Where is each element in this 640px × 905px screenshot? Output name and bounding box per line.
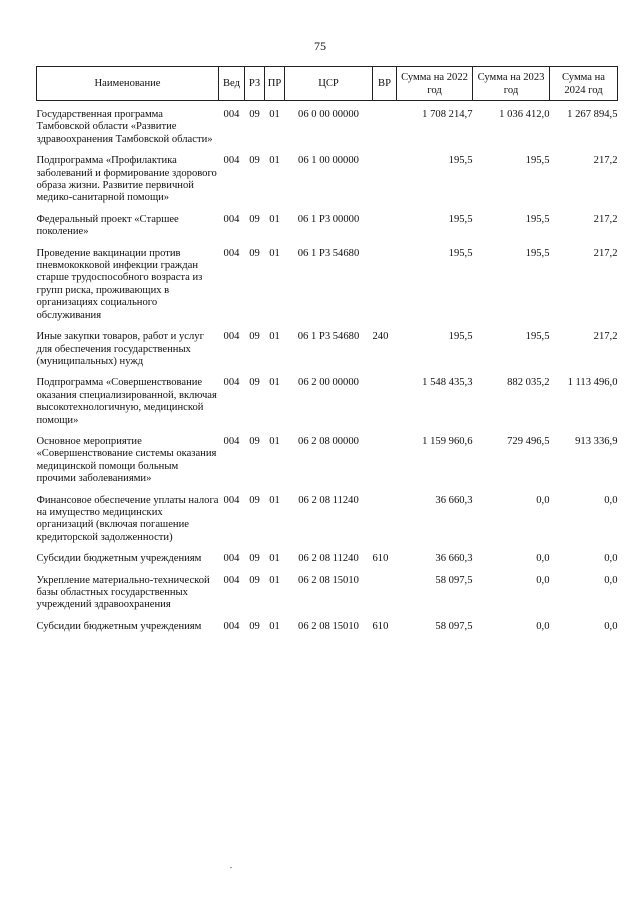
- table-row: [37, 377, 618, 436]
- row-csr: 06 1 P3 00000: [297, 213, 360, 225]
- row-sum-2024: 217,2: [593, 247, 618, 259]
- row-csr: 06 2 08 11240: [298, 494, 359, 506]
- table-header-row: [37, 67, 618, 101]
- table-row: [37, 495, 618, 554]
- row-sum-2023: 195,5: [525, 155, 550, 167]
- row-pr: 01: [269, 377, 280, 389]
- row-rz: 09: [249, 155, 260, 167]
- row-name: Субсидии бюджетным учреждениям: [36, 620, 202, 632]
- row-csr: 06 1 00 00000: [298, 155, 359, 167]
- row-csr: 06 2 08 15010: [298, 574, 359, 586]
- row-ved: 004: [223, 574, 240, 586]
- row-sum-2024: 1 267 894,5: [567, 109, 618, 120]
- row-vr: [373, 436, 397, 495]
- row-pr: 01: [269, 620, 280, 632]
- row-rz: 09: [249, 377, 260, 389]
- row-sum-2022: 1 548 435,3: [422, 377, 473, 389]
- row-vr: [373, 495, 397, 554]
- row-rz: 09: [249, 247, 260, 259]
- row-vr: [373, 214, 397, 248]
- row-vr: [373, 377, 397, 436]
- row-sum-2022: 195,5: [448, 155, 473, 167]
- row-name: Финансовое обеспечение уплаты налога на имущество медицинских организаций (включая погашение кредиторской задолженности): [36, 494, 219, 543]
- row-rz: 09: [249, 435, 260, 447]
- row-rz: 09: [249, 620, 260, 632]
- row-name: Укрепление материально-технической базы областных государственных учреждений здравоохранения: [36, 574, 210, 611]
- header-ved: Вед: [219, 67, 245, 101]
- row-sum-2023: 195,5: [525, 331, 550, 343]
- row-name: Подпрограмма «Совершенствование оказания специализированной, включая высокотехнологичную, медицинской помощи»: [36, 377, 217, 426]
- row-pr: 01: [269, 574, 280, 586]
- row-name: Основное мероприятие «Совершенствование системы оказания медицинской помощи больным прочими заболеваниями»: [36, 435, 217, 485]
- row-vr: [373, 248, 397, 331]
- row-ved: 004: [223, 109, 240, 120]
- row-csr: 06 0 00 00000: [298, 109, 359, 120]
- row-pr: 01: [269, 553, 280, 565]
- header-csr: ЦСР: [285, 67, 373, 101]
- row-ved: 004: [223, 331, 240, 343]
- row-vr: [373, 101, 397, 156]
- row-vr: 240: [372, 331, 389, 343]
- row-name: Субсидии бюджетным учреждениям: [36, 553, 202, 565]
- row-sum-2022: 1 708 214,7: [422, 109, 473, 120]
- row-name: Государственная программа Тамбовской области «Развитие здравоохранения Тамбовской области»: [36, 109, 213, 145]
- row-sum-2022: 1 159 960,6: [422, 435, 473, 447]
- row-pr: 01: [269, 213, 280, 225]
- row-ved: 004: [223, 155, 240, 167]
- row-sum-2023: 882 035,2: [507, 377, 550, 389]
- row-csr: 06 1 P3 54680: [297, 247, 360, 259]
- scan-speck: [230, 867, 232, 868]
- row-sum-2023: 1 036 412,0: [499, 109, 550, 120]
- row-ved: 004: [223, 620, 240, 632]
- header-rz: РЗ: [245, 67, 265, 101]
- table-row: [37, 101, 618, 156]
- row-pr: 01: [269, 331, 280, 343]
- row-sum-2024: 0,0: [604, 553, 618, 565]
- row-sum-2023: 195,5: [525, 247, 550, 259]
- row-sum-2023: 0,0: [536, 620, 550, 632]
- row-ved: 004: [223, 553, 240, 565]
- header-pr: ПР: [265, 67, 285, 101]
- row-rz: 09: [249, 494, 260, 506]
- row-sum-2024: 217,2: [593, 331, 618, 343]
- row-name: Подпрограмма «Профилактика заболеваний и формирование здорового образа жизни. Развитие первичной медико-санитарной помощи»: [36, 155, 217, 204]
- row-sum-2022: 36 660,3: [435, 494, 473, 506]
- row-csr: 06 1 P3 54680: [297, 331, 360, 343]
- row-sum-2024: 0,0: [604, 494, 618, 506]
- row-pr: 01: [269, 109, 280, 120]
- table-row: [37, 155, 618, 214]
- header-vr: ВР: [373, 67, 397, 101]
- row-pr: 01: [269, 494, 280, 506]
- row-csr: 06 2 08 11240: [298, 553, 359, 565]
- row-sum-2023: 0,0: [536, 553, 550, 565]
- row-sum-2022: 58 097,5: [435, 574, 473, 586]
- row-sum-2024: 0,0: [604, 620, 618, 632]
- row-rz: 09: [249, 213, 260, 225]
- row-rz: 09: [249, 331, 260, 343]
- row-vr: 610: [372, 553, 389, 565]
- row-sum-2023: 729 496,5: [507, 435, 550, 447]
- row-sum-2022: 195,5: [448, 247, 473, 259]
- table-row: [37, 214, 618, 248]
- row-pr: 01: [269, 247, 280, 259]
- header-sum-2024: Сумма на 2024 год: [550, 67, 618, 101]
- row-rz: 09: [249, 553, 260, 565]
- row-sum-2023: 195,5: [525, 213, 550, 225]
- row-sum-2024: 913 336,9: [575, 435, 618, 447]
- row-name: Проведение вакцинации против пневмококковой инфекции граждан старше трудоспособного возраста из групп риска, проживающих в организациях социального обслуживания: [36, 247, 203, 321]
- row-rz: 09: [249, 109, 260, 120]
- header-sum-2023: Сумма на 2023 год: [473, 67, 550, 101]
- row-sum-2023: 0,0: [536, 574, 550, 586]
- row-sum-2024: 0,0: [604, 574, 618, 586]
- table-row: [37, 621, 618, 642]
- row-ved: 004: [223, 247, 240, 259]
- table-row: [37, 248, 618, 331]
- row-sum-2023: 0,0: [536, 494, 550, 506]
- row-ved: 004: [223, 213, 240, 225]
- row-csr: 06 2 00 00000: [298, 377, 359, 389]
- row-sum-2024: 217,2: [593, 213, 618, 225]
- row-sum-2022: 36 660,3: [435, 553, 473, 565]
- row-pr: 01: [269, 155, 280, 167]
- row-sum-2022: 195,5: [448, 213, 473, 225]
- row-sum-2022: 58 097,5: [435, 620, 473, 632]
- page-number: 75: [314, 39, 326, 53]
- row-ved: 004: [223, 494, 240, 506]
- budget-table: [36, 66, 618, 642]
- row-name: Федеральный проект «Старшее поколение»: [36, 213, 179, 238]
- header-sum-2022: Сумма на 2022 год: [397, 67, 473, 101]
- table-row: [37, 575, 618, 621]
- row-vr: 610: [372, 620, 389, 632]
- table-row: [37, 331, 618, 377]
- header-name: Наименование: [37, 67, 219, 101]
- row-vr: [373, 575, 397, 621]
- row-name: Иные закупки товаров, работ и услуг для обеспечения государственных (муниципальных) нужд: [36, 331, 204, 367]
- row-csr: 06 2 08 00000: [298, 435, 359, 447]
- row-ved: 004: [223, 435, 240, 447]
- row-ved: 004: [223, 377, 240, 389]
- table-row: [37, 436, 618, 495]
- row-rz: 09: [249, 574, 260, 586]
- row-vr: [373, 155, 397, 214]
- table-row: [37, 553, 618, 574]
- row-sum-2024: 217,2: [593, 155, 618, 167]
- row-sum-2024: 1 113 496,0: [567, 377, 618, 389]
- row-pr: 01: [269, 435, 280, 447]
- table-body: [37, 101, 618, 643]
- row-sum-2022: 195,5: [448, 331, 473, 343]
- row-csr: 06 2 08 15010: [298, 620, 359, 632]
